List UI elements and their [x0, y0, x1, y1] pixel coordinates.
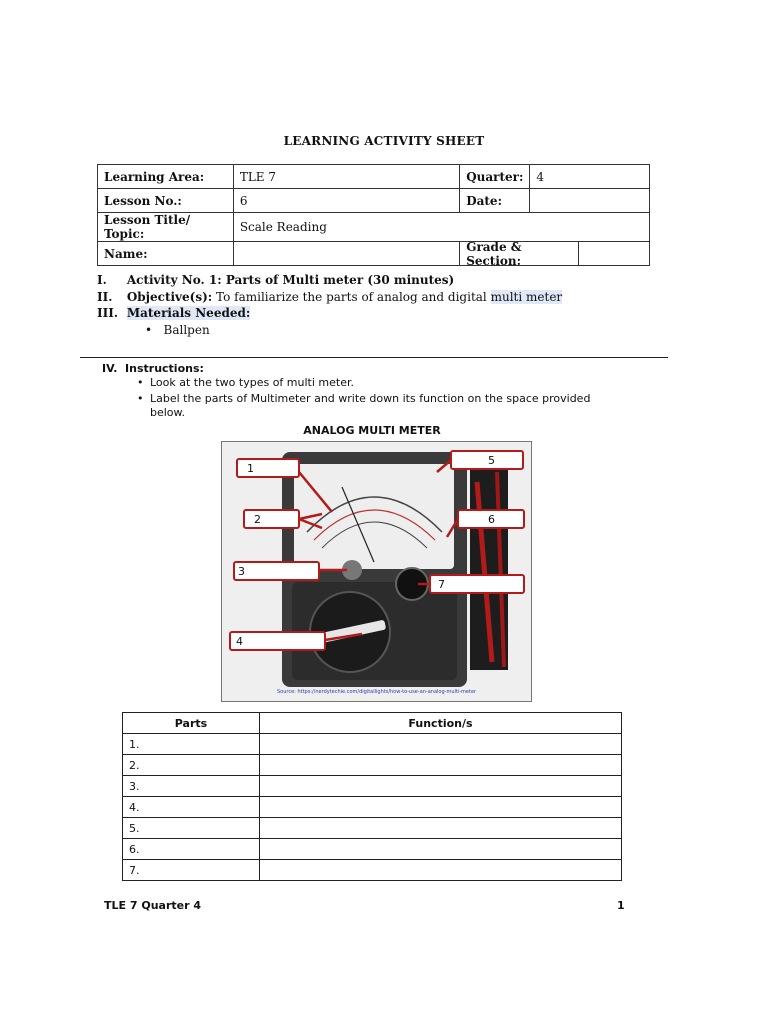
instructions-heading [102, 362, 204, 375]
section-iii-number: III. [97, 306, 119, 320]
function-cell[interactable] [260, 734, 622, 755]
topic-label: Lesson Title/ Topic: [98, 213, 234, 242]
date-label: Date: [460, 189, 530, 213]
section-ii-label: Objective(s): [126, 290, 213, 304]
callout-label-1: 1 [247, 462, 254, 475]
parts-header: Parts [123, 713, 260, 734]
name-value[interactable] [233, 242, 459, 266]
instruction-item: • Look at the two types of multi meter. [150, 376, 610, 390]
name-label: Name: [98, 242, 234, 266]
bullet-icon: • [145, 323, 164, 337]
table-row [123, 755, 622, 776]
part-number: 7. [123, 860, 260, 881]
instruction-item: • Label the parts of Multimeter and write down its function on the space provided below. [150, 392, 605, 420]
section-ii-text: To familiarize the parts of analog and digital [216, 290, 487, 304]
callout-label-2: 2 [254, 513, 261, 526]
part-number: 1. [123, 734, 260, 755]
instructions-number: IV. [102, 362, 118, 375]
section-ii [97, 290, 562, 304]
table-row [123, 734, 622, 755]
info-table [97, 164, 650, 266]
callout-label-3: 3 [238, 565, 245, 578]
sheet-title: LEARNING ACTIVITY SHEET [283, 134, 485, 148]
multimeter-figure [221, 441, 532, 702]
page-number: 1 [617, 899, 625, 912]
section-i-text: Activity No. 1: Parts of Multi meter (30 minutes) [126, 273, 455, 287]
part-number: 2. [123, 755, 260, 776]
lesson-no-value: 6 [233, 189, 459, 213]
footer-label: TLE 7 Quarter 4 [104, 899, 201, 912]
function-cell[interactable] [260, 860, 622, 881]
callout-label-6: 6 [488, 513, 495, 526]
figure-title: ANALOG MULTI METER [303, 424, 441, 437]
grade-cell [460, 239, 650, 268]
table-row [123, 797, 622, 818]
quarter-value: 4 [530, 165, 650, 189]
part-number: 4. [123, 797, 260, 818]
function-header: Function/s [260, 713, 622, 734]
learning-area-label: Learning Area: [98, 165, 234, 189]
grade-label: Grade & Section: [466, 239, 522, 268]
part-number: 6. [123, 839, 260, 860]
callout-label-5: 5 [488, 454, 495, 467]
table-row [123, 776, 622, 797]
part-number: 3. [123, 776, 260, 797]
section-ii-highlight: multi meter [490, 290, 563, 304]
part-number: 5. [123, 818, 260, 839]
section-i [97, 273, 454, 287]
learning-area-value: TLE 7 [233, 165, 459, 189]
topic-value: Scale Reading [233, 213, 649, 242]
table-row [123, 860, 622, 881]
quarter-label: Quarter: [460, 165, 530, 189]
figure-source[interactable]: Source: https://nerdytechie.com/digitallights/how-to-use-an-analog-multi-meter [277, 689, 477, 695]
section-ii-number: II. [97, 290, 113, 304]
function-cell[interactable] [260, 839, 622, 860]
multimeter-illustration [222, 442, 531, 701]
function-cell[interactable] [260, 818, 622, 839]
instructions-title: Instructions: [125, 362, 204, 375]
date-value[interactable] [530, 189, 650, 213]
material-text: Ballpen [163, 323, 210, 337]
table-row [123, 818, 622, 839]
divider [80, 357, 668, 358]
callout-label-7: 7 [438, 578, 445, 591]
section-iii-text: Materials Needed: [126, 306, 251, 320]
material-item [145, 323, 210, 337]
section-iii [97, 306, 250, 320]
parts-table [122, 712, 622, 881]
function-cell[interactable] [260, 797, 622, 818]
function-cell[interactable] [260, 755, 622, 776]
lesson-no-label: Lesson No.: [98, 189, 234, 213]
section-i-number: I. [97, 273, 107, 287]
function-cell[interactable] [260, 776, 622, 797]
grade-value[interactable] [578, 242, 649, 265]
table-row [123, 839, 622, 860]
callout-label-4: 4 [236, 635, 243, 648]
